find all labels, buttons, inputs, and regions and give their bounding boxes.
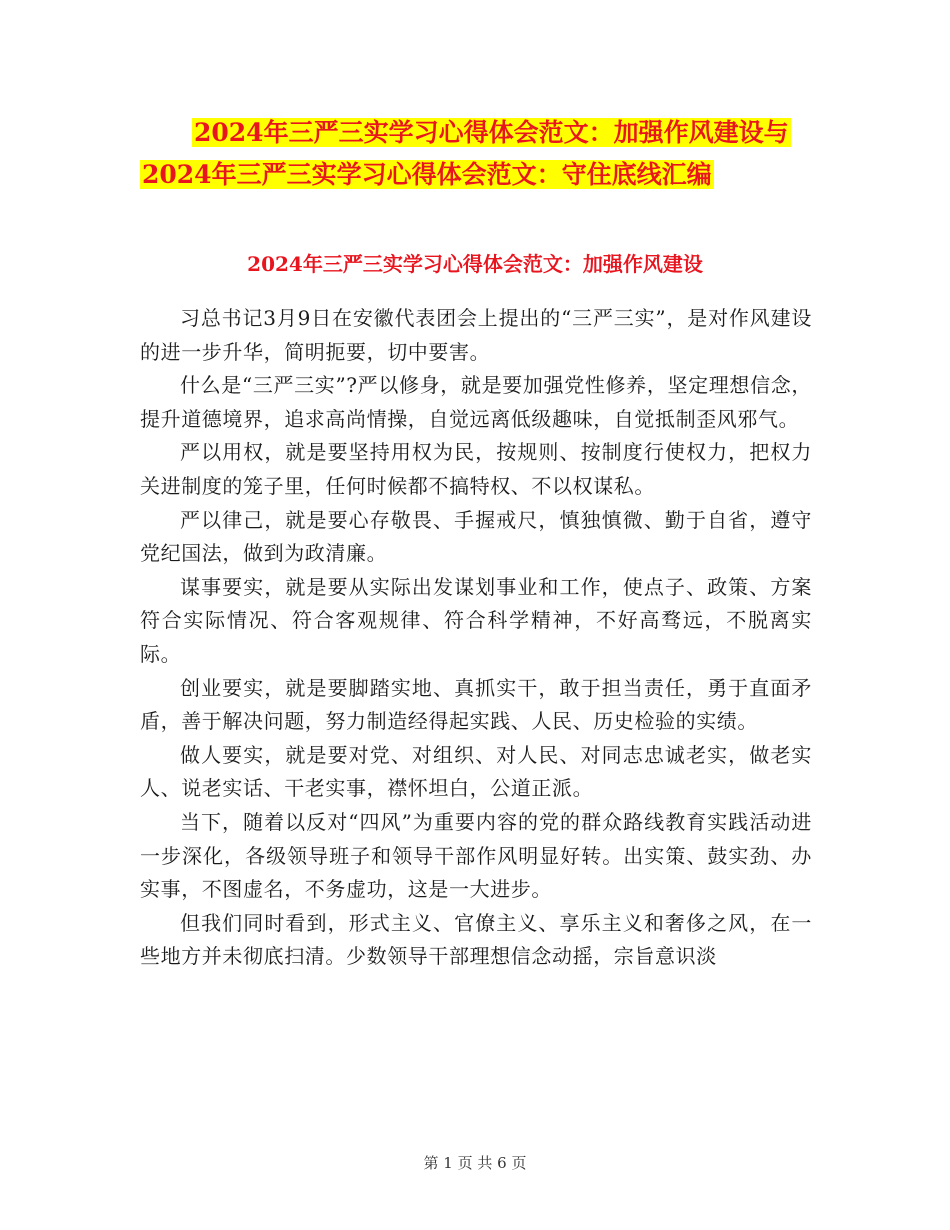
title-line-1-text: 2024年三严三实学习心得体会范文：加强作风建设与: [194, 118, 789, 147]
paragraph: 什么是“三严三实”?严以修身，就是要加强党性修养，坚定理想信念，提升道德境界，追求高尚情操，自觉远离低级趣味，自觉抵制歪风邪气。: [140, 373, 812, 431]
page-footer: 第 1 页 共 6 页: [423, 1154, 527, 1172]
section-title: 2024年三严三实学习心得体会范文：加强作风建设: [247, 252, 703, 276]
paragraph: 谋事要实，就是要从实际出发谋划事业和工作，使点子、政策、方案符合实际情况、符合客观规律、符合科学精神，不好高骛远，不脱离实际。: [140, 574, 812, 666]
paragraph: 严以律己，就是要心存敬畏、手握戒尺，慎独慎微、勤于自省，遵守党纪国法，做到为政清廉。: [140, 507, 812, 566]
paragraph: 但我们同时看到，形式主义、官僚主义、享乐主义和奢侈之风，在一些地方并未彻底扫清。少数领导干部理想信念动摇，宗旨意识淡: [140, 910, 812, 969]
document-title: [140, 112, 820, 196]
paragraph: 习总书记3月9日在安徽代表团会上提出的“三严三实”，是对作风建设的进一步升华，简明扼要，切中要害。: [140, 306, 812, 364]
body-text: [140, 302, 812, 974]
paragraph: 做人要实，就是要对党、对组织、对人民、对同志忠诚老实，做老实人、说老实话、干老实事，襟怀坦白，公道正派。: [140, 742, 812, 801]
paragraph: 严以用权，就是要坚持用权为民，按规则、按制度行使权力，把权力关进制度的笼子里，任何时候都不搞特权、不以权谋私。: [140, 440, 812, 498]
title-line-2-text: 2024年三严三实学习心得体会范文：守住底线汇编: [142, 160, 712, 189]
title-line-2: [140, 154, 820, 196]
paragraph: 当下，随着以反对“四风”为重要内容的党的群众路线教育实践活动进一步深化，各级领导班子和领导干部作风明显好转。出实策、鼓实劲、办实事，不图虚名，不务虚功，这是一大进步。: [140, 809, 812, 902]
title-line-1: [140, 112, 820, 154]
paragraph: 创业要实，就是要脚踏实地、真抓实干，敢于担当责任，勇于直面矛盾，善于解决问题，努力制造经得起实践、人民、历史检验的实绩。: [140, 675, 812, 734]
